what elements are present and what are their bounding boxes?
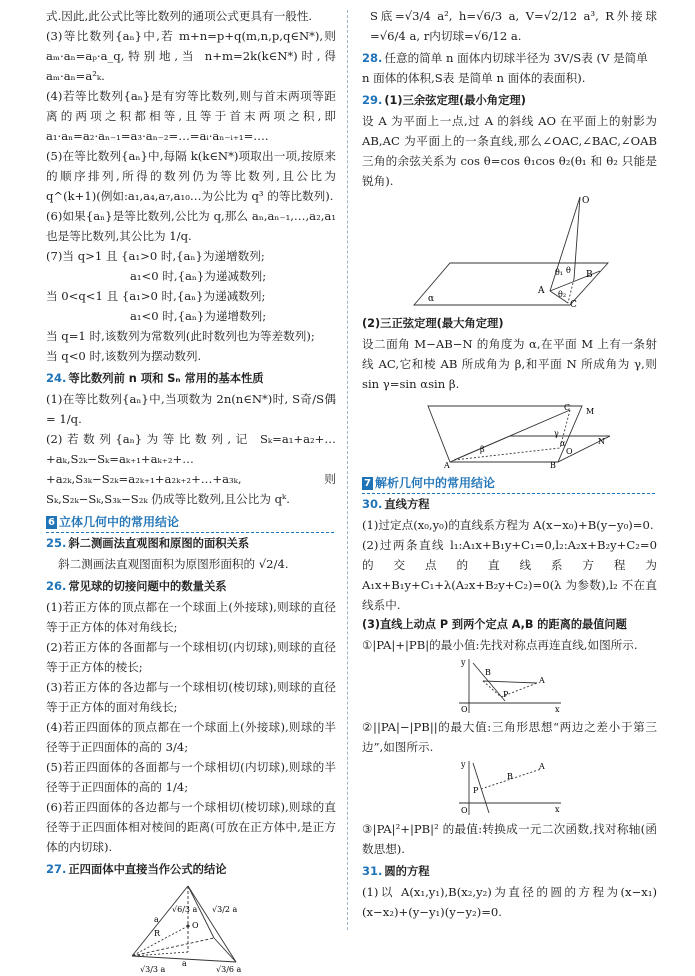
three-sine-figure: [410, 396, 610, 470]
right-column: [362, 6, 657, 922]
fig-label: P: [472, 786, 478, 795]
tetra-label: √3/6 a: [216, 965, 242, 974]
section-badge: 7: [362, 477, 373, 490]
paragraph: (5)若正四面体的各面都与一个球相切(内切球),则球的半径等于正四面体的高的 1/4;: [46, 760, 336, 794]
tetra-label: a: [154, 915, 159, 924]
fig-label: θ₂: [557, 290, 566, 299]
paragraph: (3)若正方体的各边都与一个球相切(棱切球),则球的直径等于正方体的面对角线长;: [46, 680, 336, 714]
section-heading-7: [362, 474, 657, 492]
item-title: 斜二测画法直观图和原图的面积关系: [68, 537, 250, 550]
three-cosine-figure: [410, 193, 610, 311]
item-title: 等比数列前 n 项和 Sₙ 常用的基本性质: [68, 372, 264, 385]
paragraph: (1)在等比数列{aₙ}中,当项数为 2n(n∈N*)时, S奇/S偶 = 1/q.: [46, 392, 336, 426]
fig-label: α: [427, 294, 434, 304]
fig-label: y: [460, 658, 466, 667]
fig-label: γ: [553, 429, 559, 438]
fig-label: α: [559, 439, 565, 448]
tetra-label: a: [182, 959, 187, 968]
fig-label: C: [569, 300, 577, 310]
fig-label: N: [597, 437, 605, 446]
paragraph: S底=√3/4 a², h=√6/3 a, V=√2/12 a³, R外接球=√6/4 a, r内切球=√6/12 a.: [370, 9, 657, 43]
fig-label: B: [585, 270, 593, 280]
item-number: 27.: [46, 862, 67, 876]
paragraph: 当 q<0 时,该数列为摆动数列.: [46, 349, 202, 363]
paragraph: ③|PA|²+|PB|² 的最值:转换成一元二次函数,找对称轴(函数思想).: [362, 822, 657, 856]
fig-label: θ: [565, 266, 571, 275]
item-title: (1)三余弦定理(最小角定理): [384, 94, 526, 107]
item-title: 直线方程: [384, 498, 430, 511]
fig-label: A: [538, 676, 545, 685]
fig-label: x: [554, 805, 560, 814]
fig-label: x: [554, 705, 560, 714]
item-24-heading: [46, 368, 336, 389]
item-title: (2)三正弦定理(最大角定理): [362, 317, 504, 330]
tetra-label: R: [154, 929, 161, 938]
paragraph: 当 q=1 时,该数列为常数列(此时数列也为等差数列);: [46, 329, 315, 343]
tetra-label: √3/3 a: [140, 965, 166, 974]
paragraph: a₁<0 时,{aₙ}为递增数列;: [130, 309, 267, 323]
min-distance-figure: [455, 657, 565, 715]
fig-label: β: [479, 445, 485, 454]
paragraph: (1)若正方体的顶点都在一个球面上(外接球),则球的直径等于正方体的体对角线长;: [46, 600, 336, 634]
item-number: 25.: [46, 536, 67, 550]
fig-label: O: [565, 447, 573, 456]
paragraph: (3)等比数列{aₙ}中,若 m+n=p+q(m,n,p,q∈N*),则 aₘ·aₙ=aₚ·a_q,特别地,当 n+m=2k(k∈N*)时,得 aₘ·aₙ=a²ₖ.: [46, 29, 336, 83]
paragraph: ①|PA|+|PB|的最小值:先找对称点再连直线,如图所示.: [362, 638, 638, 652]
item-31-heading: [362, 861, 657, 882]
fig-label: M: [585, 407, 594, 416]
paragraph: ②||PA|−|PB||的最大值:三角形思想“两边之差小于第三边”,如图所示.: [362, 720, 657, 754]
tetra-label: O: [192, 921, 199, 930]
fig-label: y: [460, 760, 466, 769]
tetra-label: √6/3 a: [172, 905, 198, 914]
tetrahedron-figure: [116, 882, 266, 974]
item-title: 圆的方程: [384, 865, 430, 878]
paragraph: (5)在等比数列{aₙ}中,每隔 k(k∈N*)项取出一项,按原来的顺序排列,所得的数列仍为等比数列,且公比为 q^(k+1)(例如:a₁,a₄,a₇,a₁₀…为公比为 q³ 的等比数列).: [46, 149, 336, 203]
fig-label: A: [443, 461, 450, 470]
item-29-subheading: [362, 313, 657, 334]
paragraph: (7)当 q>1 且 {a₁>0 时,{aₙ}为递增数列;: [46, 249, 265, 263]
item-29-heading: [362, 90, 657, 111]
item-number: 29.: [362, 93, 383, 107]
item-number: 28.: [362, 51, 383, 65]
paragraph: a₁<0 时,{aₙ}为递减数列;: [130, 269, 267, 283]
item-title: 常见球的切接问题中的数量关系: [68, 580, 227, 593]
paragraph: (1)过定点(x₀,y₀)的直线系方程为 A(x−x₀)+B(y−y₀)=0.: [362, 518, 654, 532]
fig-label: O: [581, 196, 589, 206]
item-title: 正四面体中直接当作公式的结论: [68, 863, 227, 876]
item-number: 31.: [362, 864, 383, 878]
paragraph: (6)若正四面体的各边都与一个球相切(棱切球),则球的直径等于正四面体相对棱间的距离(可放在正方体中,是正方体的内切球).: [46, 800, 336, 854]
item-number: 24.: [46, 371, 67, 385]
paragraph: 设二面角 M−AB−N 的角度为 α,在平面 M 上有一条射线 AC,它和棱 AB 所成角为 β,和平面 N 所成角为 γ,则 sin γ=sin αsin β.: [362, 337, 657, 391]
paragraph: (1)以 A(x₁,y₁),B(x₂,y₂)为直径的圆的方程为(x−x₁)(x−x₂)+(y−y₁)(y−y₂)=0.: [362, 885, 657, 919]
fig-label: C: [563, 403, 570, 412]
paragraph: (3)直线上动点 P 到两个定点 A,B 的距离的最值问题: [362, 618, 627, 631]
paragraph: 当 0<q<1 且 {a₁>0 时,{aₙ}为递减数列;: [46, 289, 266, 303]
fig-label: θ₁: [554, 268, 563, 277]
section-heading-6: [46, 513, 336, 531]
section-title: 解析几何中的常用结论: [375, 476, 496, 490]
fig-label: O: [460, 705, 468, 714]
item-number: 26.: [46, 579, 67, 593]
paragraph: (4)若等比数列{aₙ}是有穷等比数列,则与首末两项等距离的两项之积都相等,且等于首末两项之积,即 a₁·aₙ=a₂·aₙ₋₁=a₃·aₙ₋₂=…=aᵢ·aₙ₋ᵢ₊₁=….: [46, 89, 336, 143]
fig-label: B: [484, 668, 491, 677]
paragraph: 设 A 为平面上一点,过 A 的斜线 AO 在平面上的射影为 AB,AC 为平面上的一条直线,那么∠OAC,∠BAC,∠OAB 三角的余弦关系为 cos θ=cos θ₁cos θ₂(θ₁ 和 θ₂ 只能是锐角).: [362, 114, 657, 188]
fig-label: P: [502, 690, 508, 699]
fig-label: B: [506, 772, 513, 781]
section-title: 立体几何中的常用结论: [59, 515, 180, 529]
paragraph: 斜二测画法直观图面积为原图形面积的 √2/4.: [58, 557, 289, 571]
fig-label: O: [460, 806, 468, 815]
paragraph: (2)若数列{aₙ}为等比数列,记 Sₖ=a₁+a₂+…+aₖ,S₂ₖ−Sₖ=aₖ₊₁+aₖ₊₂+…+a₂ₖ,S₃ₖ−S₂ₖ=a₂ₖ₊₁+a₂ₖ₊₂+…+a₃ₖ,则 Sₖ,S₂ₖ−Sₖ,S₃ₖ−S₂ₖ 仍成等比数列,且公比为 qᵏ.: [46, 432, 336, 506]
section-badge: 6: [46, 516, 57, 529]
item-27-heading: [46, 859, 336, 880]
paragraph: (6)如果{aₙ}是等比数列,公比为 q,那么 aₙ,aₙ₋₁,…,a₂,a₁ 也是等比数列,其公比为 1/q.: [46, 209, 336, 243]
fig-label: A: [538, 762, 545, 771]
item-25-heading: [46, 533, 336, 554]
item-number: 30.: [362, 497, 383, 511]
fig-label: A: [537, 286, 544, 296]
paragraph: (2)若正方体的各面都与一个球相切(内切球),则球的直径等于正方体的棱长;: [46, 640, 336, 674]
item-text: 任意的简单 n 面体内切球半径为 3V/S表 (V 是简单 n 面体的体积,S表 是简单 n 面体的表面积).: [362, 51, 648, 85]
max-difference-figure: [455, 759, 565, 817]
fig-label: B: [549, 461, 556, 470]
column-divider: [347, 10, 348, 930]
paragraph: 式.因此,此公式比等比数列的通项公式更具有一般性.: [46, 9, 313, 23]
item-28-heading: [362, 48, 657, 88]
paragraph: (4)若正四面体的顶点都在一个球面上(外接球),则球的半径等于正四面体的高的 3/4;: [46, 720, 336, 754]
item-26-heading: [46, 576, 336, 597]
paragraph: (2)过两条直线 l₁:A₁x+B₁y+C₁=0,l₂:A₂x+B₂y+C₂=0 的交点的直线系方程为 A₁x+B₁y+C₁+λ(A₂x+B₂y+C₂)=0(λ 为参数),l₂ 不在直线系中.: [362, 538, 657, 612]
item-30-heading: [362, 494, 657, 515]
left-column: [46, 6, 336, 976]
tetra-label: √3/2 a: [212, 905, 238, 914]
